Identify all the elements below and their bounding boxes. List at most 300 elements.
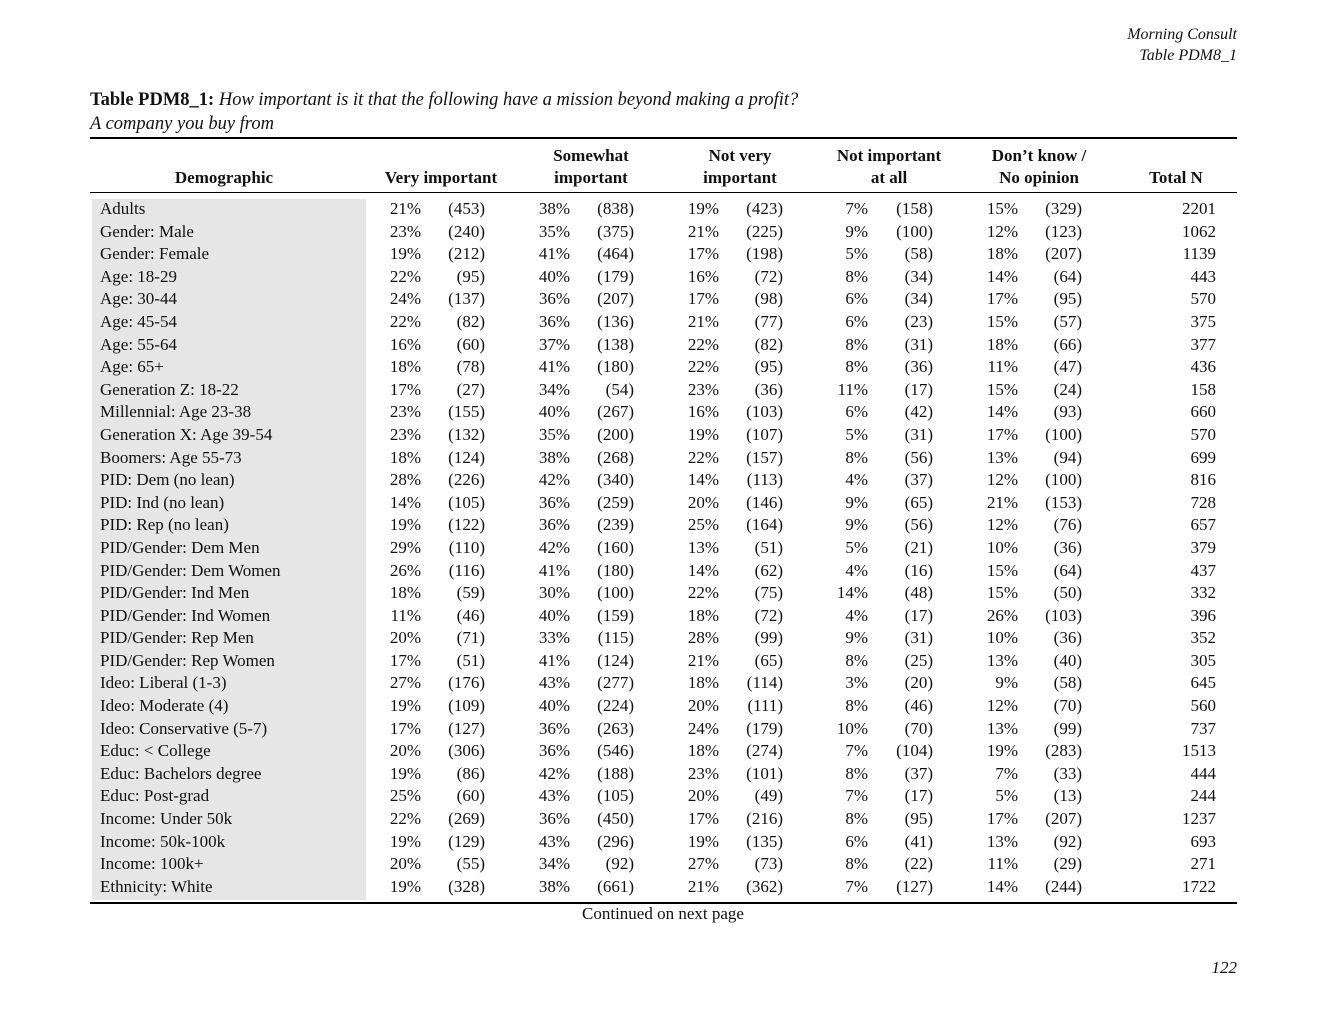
- table-row: [0, 492, 1320, 515]
- notimp-pct: 10%: [836, 718, 868, 738]
- very-pct: 19%: [389, 831, 421, 851]
- table-row: [0, 672, 1320, 695]
- dk-n: (33): [1053, 763, 1082, 783]
- notimp-pct: 8%: [845, 650, 868, 670]
- notimp-n: (31): [904, 628, 933, 648]
- notvery-n: (135): [746, 831, 783, 851]
- very-n: (306): [448, 741, 485, 761]
- table-row: [0, 334, 1320, 357]
- dk-n: (207): [1045, 809, 1082, 829]
- dk-pct: 18%: [986, 334, 1018, 354]
- notvery-n: (98): [754, 289, 783, 309]
- somewhat-n: (224): [597, 696, 634, 716]
- row-label: PID/Gender: Ind Women: [100, 605, 271, 625]
- notimp-pct: 8%: [845, 266, 868, 286]
- notimp-n: (70): [904, 718, 933, 738]
- dk-pct: 26%: [986, 605, 1018, 625]
- table-row: [0, 808, 1320, 831]
- table-row: [0, 785, 1320, 808]
- notimp-n: (42): [904, 402, 933, 422]
- notvery-pct: 19%: [687, 831, 719, 851]
- somewhat-pct: 40%: [538, 696, 570, 716]
- very-pct: 23%: [389, 402, 421, 422]
- somewhat-pct: 42%: [538, 470, 570, 490]
- dk-pct: 13%: [986, 447, 1018, 467]
- notimp-n: (127): [896, 876, 933, 896]
- dk-n: (57): [1053, 311, 1082, 331]
- top-rule: [90, 137, 1237, 139]
- total-n: 1062: [1182, 221, 1216, 241]
- very-pct: 20%: [389, 628, 421, 648]
- total-n: 570: [1190, 424, 1216, 444]
- table-row: [0, 537, 1320, 560]
- table-row: [0, 876, 1320, 899]
- very-pct: 16%: [389, 334, 421, 354]
- somewhat-n: (661): [597, 876, 634, 896]
- table-row: [0, 221, 1320, 244]
- col-head-demographic: Demographic: [174, 168, 274, 187]
- total-n: 379: [1190, 537, 1216, 557]
- very-pct: 22%: [389, 311, 421, 331]
- notvery-n: (72): [754, 605, 783, 625]
- notimp-n: (58): [904, 244, 933, 264]
- somewhat-n: (115): [597, 628, 634, 648]
- notvery-pct: 22%: [687, 583, 719, 603]
- very-n: (105): [448, 492, 485, 512]
- dk-n: (76): [1053, 515, 1082, 535]
- table-row: [0, 311, 1320, 334]
- somewhat-pct: 34%: [538, 854, 570, 874]
- very-pct: 18%: [389, 583, 421, 603]
- very-pct: 11%: [390, 605, 421, 625]
- dk-pct: 9%: [995, 673, 1018, 693]
- dk-n: (244): [1045, 876, 1082, 896]
- very-pct: 19%: [389, 515, 421, 535]
- notimp-n: (34): [904, 289, 933, 309]
- somewhat-pct: 36%: [538, 718, 570, 738]
- somewhat-n: (263): [597, 718, 634, 738]
- dk-pct: 12%: [986, 515, 1018, 535]
- very-n: (60): [456, 786, 485, 806]
- row-label: PID/Gender: Ind Men: [100, 583, 250, 603]
- notimp-n: (17): [904, 379, 933, 399]
- somewhat-n: (340): [597, 470, 634, 490]
- total-n: 437: [1190, 560, 1216, 580]
- very-n: (137): [448, 289, 485, 309]
- dk-n: (13): [1053, 786, 1082, 806]
- somewhat-pct: 42%: [538, 537, 570, 557]
- somewhat-pct: 36%: [538, 492, 570, 512]
- row-label: Adults: [100, 199, 146, 218]
- very-n: (176): [448, 673, 485, 693]
- row-label: Age: 30-44: [100, 289, 177, 309]
- very-n: (240): [448, 221, 485, 241]
- notimp-pct: 7%: [845, 786, 868, 806]
- total-n: 305: [1190, 650, 1216, 670]
- dk-n: (50): [1053, 583, 1082, 603]
- very-pct: 20%: [389, 854, 421, 874]
- somewhat-pct: 33%: [538, 628, 570, 648]
- notvery-pct: 16%: [687, 266, 719, 286]
- notimp-pct: 8%: [845, 334, 868, 354]
- notvery-pct: 13%: [687, 537, 719, 557]
- somewhat-n: (207): [597, 289, 634, 309]
- total-n: 352: [1190, 628, 1216, 648]
- notvery-n: (362): [746, 876, 783, 896]
- dk-pct: 13%: [986, 650, 1018, 670]
- somewhat-n: (200): [597, 424, 634, 444]
- somewhat-n: (180): [597, 560, 634, 580]
- notvery-n: (225): [746, 221, 783, 241]
- total-n: 560: [1190, 696, 1216, 716]
- dk-n: (93): [1053, 402, 1082, 422]
- notimp-n: (100): [896, 221, 933, 241]
- dk-n: (29): [1053, 854, 1082, 874]
- dk-pct: 13%: [986, 831, 1018, 851]
- somewhat-pct: 36%: [538, 515, 570, 535]
- table-row: [0, 288, 1320, 311]
- notimp-n: (23): [904, 311, 933, 331]
- notvery-pct: 20%: [687, 492, 719, 512]
- dk-n: (36): [1053, 537, 1082, 557]
- total-n: 1139: [1182, 244, 1216, 264]
- notvery-pct: 18%: [687, 741, 719, 761]
- very-pct: 29%: [389, 537, 421, 557]
- row-label: Boomers: Age 55-73: [100, 447, 242, 467]
- col-head-somewhat-important: Somewhat important: [553, 146, 629, 187]
- somewhat-pct: 40%: [538, 605, 570, 625]
- somewhat-pct: 40%: [538, 266, 570, 286]
- table-row: [0, 605, 1320, 628]
- notvery-pct: 20%: [687, 786, 719, 806]
- header-table-id: Table PDM8_1: [1139, 47, 1237, 64]
- notimp-pct: 8%: [845, 854, 868, 874]
- notvery-n: (157): [746, 447, 783, 467]
- dk-n: (94): [1053, 447, 1082, 467]
- notvery-n: (99): [754, 628, 783, 648]
- very-n: (116): [448, 560, 485, 580]
- notimp-n: (31): [904, 334, 933, 354]
- somewhat-n: (838): [597, 199, 634, 218]
- notvery-pct: 23%: [687, 379, 719, 399]
- col-head-not-very-important: Not very important: [703, 146, 777, 187]
- somewhat-pct: 40%: [538, 402, 570, 422]
- notvery-pct: 21%: [687, 650, 719, 670]
- total-n: 1513: [1182, 741, 1216, 761]
- notimp-pct: 9%: [845, 492, 868, 512]
- notimp-pct: 6%: [845, 402, 868, 422]
- notimp-pct: 7%: [845, 741, 868, 761]
- total-n: 1237: [1182, 809, 1216, 829]
- dk-pct: 15%: [986, 311, 1018, 331]
- notimp-n: (20): [904, 673, 933, 693]
- total-n: 737: [1190, 718, 1216, 738]
- notvery-n: (72): [754, 266, 783, 286]
- somewhat-n: (159): [597, 605, 634, 625]
- somewhat-n: (267): [597, 402, 634, 422]
- table-row: [0, 853, 1320, 876]
- notimp-pct: 4%: [845, 605, 868, 625]
- dk-pct: 12%: [986, 470, 1018, 490]
- very-n: (86): [456, 763, 485, 783]
- total-n: 444: [1190, 763, 1216, 783]
- notimp-pct: 6%: [845, 311, 868, 331]
- somewhat-n: (277): [597, 673, 634, 693]
- notvery-n: (75): [754, 583, 783, 603]
- dk-pct: 11%: [987, 357, 1018, 377]
- dk-n: (66): [1053, 334, 1082, 354]
- total-n: 699: [1190, 447, 1216, 467]
- header-publisher: Morning Consult: [1127, 26, 1237, 43]
- somewhat-n: (124): [597, 650, 634, 670]
- notvery-n: (62): [754, 560, 783, 580]
- dk-n: (100): [1045, 470, 1082, 490]
- notvery-n: (113): [746, 470, 783, 490]
- table-row: [0, 243, 1320, 266]
- row-label: Ideo: Conservative (5-7): [100, 718, 268, 738]
- notimp-n: (65): [904, 492, 933, 512]
- dk-n: (36): [1053, 628, 1082, 648]
- notimp-pct: 4%: [845, 470, 868, 490]
- notimp-n: (36): [904, 357, 933, 377]
- very-n: (269): [448, 809, 485, 829]
- notvery-n: (198): [746, 244, 783, 264]
- notimp-n: (56): [904, 515, 933, 535]
- notvery-pct: 18%: [687, 673, 719, 693]
- dk-pct: 12%: [986, 696, 1018, 716]
- notimp-pct: 9%: [845, 515, 868, 535]
- dk-n: (329): [1045, 199, 1082, 218]
- notimp-n: (48): [904, 583, 933, 603]
- somewhat-pct: 38%: [538, 876, 570, 896]
- notvery-pct: 18%: [687, 605, 719, 625]
- notvery-n: (216): [746, 809, 783, 829]
- total-n: 244: [1190, 786, 1216, 806]
- row-label: PID/Gender: Dem Women: [100, 560, 281, 580]
- notimp-n: (95): [904, 809, 933, 829]
- continued-note: Continued on next page: [582, 904, 744, 923]
- total-n: 728: [1190, 492, 1216, 512]
- notvery-pct: 21%: [687, 876, 719, 896]
- col-head-dont-know: Don’t know / No opinion: [991, 146, 1087, 187]
- row-label: Age: 55-64: [100, 334, 177, 354]
- notvery-pct: 20%: [687, 696, 719, 716]
- notimp-n: (17): [904, 786, 933, 806]
- dk-pct: 17%: [986, 289, 1018, 309]
- notimp-pct: 9%: [845, 628, 868, 648]
- very-pct: 18%: [389, 447, 421, 467]
- dk-n: (92): [1053, 831, 1082, 851]
- very-n: (124): [448, 447, 485, 467]
- notimp-pct: 9%: [845, 221, 868, 241]
- very-pct: 28%: [389, 470, 421, 490]
- notimp-pct: 8%: [845, 357, 868, 377]
- notvery-n: (111): [747, 696, 783, 716]
- table-row: [0, 831, 1320, 854]
- somewhat-n: (259): [597, 492, 634, 512]
- notvery-pct: 19%: [687, 199, 719, 218]
- very-n: (110): [448, 537, 485, 557]
- notimp-pct: 6%: [845, 289, 868, 309]
- table-row: [0, 582, 1320, 605]
- very-pct: 23%: [389, 221, 421, 241]
- somewhat-n: (188): [597, 763, 634, 783]
- dk-n: (58): [1053, 673, 1082, 693]
- dk-pct: 12%: [986, 221, 1018, 241]
- total-n: 396: [1190, 605, 1216, 625]
- dk-n: (64): [1053, 560, 1082, 580]
- dk-pct: 7%: [995, 763, 1018, 783]
- table-title: [90, 88, 798, 136]
- notimp-pct: 5%: [845, 537, 868, 557]
- notimp-n: (17): [904, 605, 933, 625]
- somewhat-n: (100): [597, 583, 634, 603]
- notimp-pct: 11%: [837, 379, 868, 399]
- table-row: [0, 514, 1320, 537]
- notvery-n: (65): [754, 650, 783, 670]
- notvery-pct: 14%: [687, 470, 719, 490]
- somewhat-pct: 35%: [538, 221, 570, 241]
- very-n: (122): [448, 515, 485, 535]
- notimp-n: (16): [904, 560, 933, 580]
- col-head-very-important: Very important: [384, 168, 498, 187]
- very-n: (95): [456, 266, 485, 286]
- notvery-pct: 17%: [687, 244, 719, 264]
- table-row: [0, 695, 1320, 718]
- notvery-pct: 23%: [687, 763, 719, 783]
- row-label: Generation Z: 18-22: [100, 379, 239, 399]
- somewhat-n: (546): [597, 741, 634, 761]
- notimp-pct: 5%: [845, 424, 868, 444]
- very-n: (82): [456, 311, 485, 331]
- notvery-n: (73): [754, 854, 783, 874]
- notvery-pct: 22%: [687, 357, 719, 377]
- somewhat-pct: 43%: [538, 831, 570, 851]
- table-row: [0, 401, 1320, 424]
- dk-pct: 19%: [986, 741, 1018, 761]
- somewhat-n: (375): [597, 221, 634, 241]
- notimp-n: (46): [904, 696, 933, 716]
- very-n: (78): [456, 357, 485, 377]
- table-row: [0, 447, 1320, 470]
- dk-pct: 14%: [986, 266, 1018, 286]
- very-n: (46): [456, 605, 485, 625]
- dk-pct: 13%: [986, 718, 1018, 738]
- very-n: (51): [456, 650, 485, 670]
- notvery-pct: 27%: [687, 854, 719, 874]
- row-label: PID: Ind (no lean): [100, 492, 225, 512]
- notvery-n: (77): [754, 311, 783, 331]
- very-pct: 21%: [389, 199, 421, 218]
- somewhat-n: (160): [597, 537, 634, 557]
- dk-n: (100): [1045, 424, 1082, 444]
- notimp-n: (104): [896, 741, 933, 761]
- total-n: 436: [1190, 357, 1216, 377]
- very-n: (109): [448, 696, 485, 716]
- somewhat-n: (179): [597, 266, 634, 286]
- row-label: Age: 18-29: [100, 266, 177, 286]
- very-pct: 22%: [389, 266, 421, 286]
- notimp-n: (37): [904, 763, 933, 783]
- somewhat-pct: 36%: [538, 809, 570, 829]
- row-label: Generation X: Age 39-54: [100, 424, 273, 444]
- notimp-pct: 8%: [845, 447, 868, 467]
- table-row: [0, 740, 1320, 763]
- notimp-n: (34): [904, 266, 933, 286]
- dk-n: (47): [1053, 357, 1082, 377]
- notimp-pct: 5%: [845, 244, 868, 264]
- very-pct: 19%: [389, 696, 421, 716]
- very-pct: 19%: [389, 244, 421, 264]
- total-n: 377: [1190, 334, 1216, 354]
- somewhat-n: (54): [605, 379, 634, 399]
- very-n: (71): [456, 628, 485, 648]
- very-n: (212): [448, 244, 485, 264]
- row-label: Income: Under 50k: [100, 809, 233, 829]
- notimp-pct: 4%: [845, 560, 868, 580]
- page-number: 122: [1211, 958, 1237, 977]
- notimp-n: (22): [904, 854, 933, 874]
- table-row: [0, 560, 1320, 583]
- notvery-n: (274): [746, 741, 783, 761]
- total-n: 570: [1190, 289, 1216, 309]
- running-header: [1127, 24, 1237, 66]
- dk-pct: 17%: [986, 424, 1018, 444]
- very-n: (132): [448, 424, 485, 444]
- very-n: (59): [456, 583, 485, 603]
- notvery-n: (164): [746, 515, 783, 535]
- table-row: [0, 379, 1320, 402]
- total-n: 2201: [1182, 199, 1216, 218]
- total-n: 443: [1190, 266, 1216, 286]
- notimp-pct: 6%: [845, 831, 868, 851]
- very-pct: 22%: [389, 809, 421, 829]
- dk-pct: 15%: [986, 560, 1018, 580]
- somewhat-pct: 42%: [538, 763, 570, 783]
- total-n: 158: [1190, 379, 1216, 399]
- total-n: 332: [1190, 583, 1216, 603]
- somewhat-pct: 43%: [538, 786, 570, 806]
- notimp-n: (31): [904, 424, 933, 444]
- total-n: 1722: [1182, 876, 1216, 896]
- dk-n: (207): [1045, 244, 1082, 264]
- very-pct: 17%: [389, 379, 421, 399]
- row-label: Educ: < College: [100, 741, 211, 761]
- very-n: (129): [448, 831, 485, 851]
- notvery-pct: 19%: [687, 424, 719, 444]
- notimp-n: (25): [904, 650, 933, 670]
- very-n: (60): [456, 334, 485, 354]
- dk-pct: 21%: [986, 492, 1018, 512]
- table-row: [0, 198, 1320, 221]
- notvery-n: (51): [754, 537, 783, 557]
- notimp-n: (56): [904, 447, 933, 467]
- dk-n: (40): [1053, 650, 1082, 670]
- very-n: (155): [448, 402, 485, 422]
- dk-n: (99): [1053, 718, 1082, 738]
- row-label: Income: 100k+: [100, 854, 204, 874]
- dk-n: (95): [1053, 289, 1082, 309]
- table-row: [0, 356, 1320, 379]
- notimp-n: (158): [896, 199, 933, 218]
- somewhat-n: (180): [597, 357, 634, 377]
- very-pct: 19%: [389, 763, 421, 783]
- header-rule: [90, 192, 1237, 193]
- very-pct: 23%: [389, 424, 421, 444]
- dk-pct: 17%: [986, 809, 1018, 829]
- row-label: PID/Gender: Rep Women: [100, 650, 275, 670]
- notimp-n: (37): [904, 470, 933, 490]
